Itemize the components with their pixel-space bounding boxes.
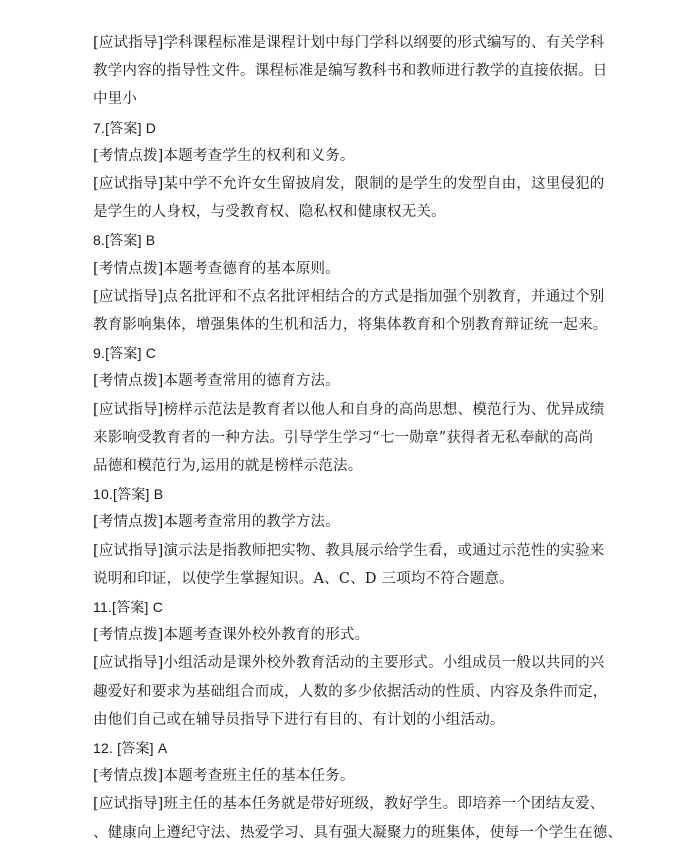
text-line: [应试指导]班主任的基本任务就是带好班级，教好学生。即培养一个团结友爱、 <box>93 796 605 813</box>
text-line: 、健康向上遵纪守法、热爱学习、具有强大凝聚力的班集体，使每一个学生在德、 <box>93 824 623 841</box>
document-page <box>93 29 623 847</box>
text-line: [应试指导]演示法是指教师把实物、教具展示给学生看，或通过示范性的实验来 <box>93 542 605 559</box>
text-line: 来影响受教育者的一种方法。引导学生学习“七一勋章”获得者无私奉献的高尚 <box>93 429 594 446</box>
text-line: [考情点拨]本题考查班主任的基本任务。 <box>93 768 355 785</box>
text-line: [应试指导]小组活动是课外校外教育活动的主要形式。小组成员一般以共同的兴 <box>93 655 605 672</box>
text-line: 说明和印证，以使学生掌握知识。A、C、D 三项均不符合题意。 <box>93 570 514 587</box>
text-line: 品德和模范行为,运用的就是榜样示范法。 <box>93 458 363 475</box>
answer-line: 9.[答案] C <box>93 345 157 362</box>
text-line: [考情点拨]本题考查德育的基本原则。 <box>93 260 340 277</box>
answer-line: 10.[答案] B <box>93 486 164 503</box>
text-line: [考情点拨]本题考查常用的德育方法。 <box>93 373 340 390</box>
answer-line: 11.[答案] C <box>93 599 164 616</box>
answer-line: 8.[答案] B <box>93 232 156 249</box>
text-line: [应试指导]某中学不允许女生留披肩发，限制的是学生的发型自由，这里侵犯的 <box>93 176 605 193</box>
text-line: [考情点拨]本题考查常用的教学方法。 <box>93 514 340 531</box>
answer-line: 12. [答案] A <box>93 740 168 757</box>
text-line: [考情点拨]本题考查课外校外教育的形式。 <box>93 627 370 644</box>
text-line: 趣爱好和要求为基础组合而成，人数的多少依据活动的性质、内容及条件而定， <box>93 683 608 700</box>
text-line: [应试指导]学科课程标准是课程计划中每门学科以纲要的形式编写的、有关学科 <box>93 35 605 51</box>
text-line: 教育影响集体，增强集体的生机和活力，将集体教育和个别教育辩证统一起来。 <box>93 317 608 334</box>
answer-line: 7.[答案] D <box>93 119 157 136</box>
text-line: 是学生的人身权，与受教育权、隐私权和健康权无关。 <box>93 204 446 221</box>
text-line: [考情点拨]本题考查学生的权利和义务。 <box>93 147 355 164</box>
text-line: [应试指导]榜样示范法是教育者以他人和自身的高尚思想、模范行为、优异成绩 <box>93 401 605 418</box>
text-line: 中里小 <box>93 91 138 108</box>
text-line: 由他们自己或在辅导员指导下进行有目的、有计划的小组活动。 <box>93 711 505 728</box>
text-line: [应试指导]点名批评和不点名批评相结合的方式是指加强个别教育，并通过个别 <box>93 288 605 305</box>
text-line: 教学内容的指导性文件。课程标准是编写教科书和教师进行教学的直接依据。日 <box>93 63 608 80</box>
